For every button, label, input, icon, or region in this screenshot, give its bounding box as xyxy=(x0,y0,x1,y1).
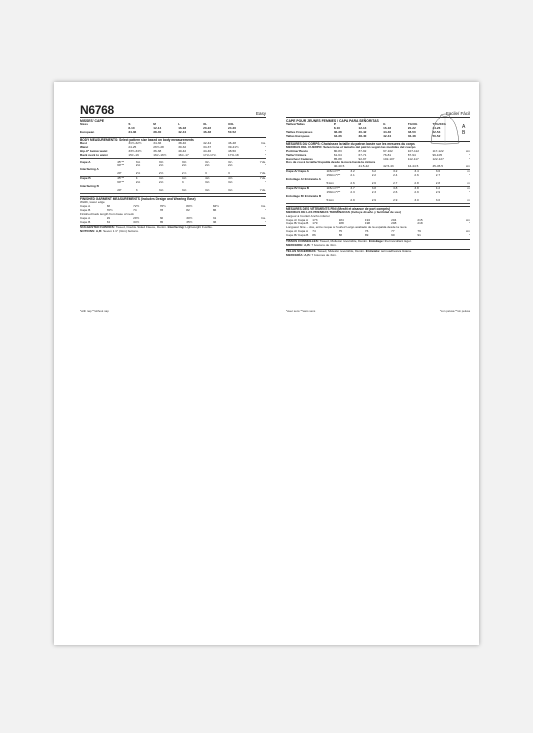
table-row: Cape A 68 72½ 76½ 80½ 84½ Ins. xyxy=(80,204,266,208)
english-column xyxy=(80,103,266,313)
body-measurements-heading-es: MEDIDAS DEL CUERPO: Seleccione el tamaño del patrón según las medidas del cuerpo xyxy=(286,145,416,149)
table-row: 60"** 2⅛ 2⅛ 2⅛ 2⅛ 2⅛ " xyxy=(117,164,266,168)
finished-measurements-heading: FINISHED GARMENT MEASUREMENTS (Includes Design and Wearing Ease) xyxy=(80,196,266,201)
table-row: Entoilage A/ Entretela A xyxy=(286,178,321,182)
table-row: 150cm*/** 2.3 2.3 2.6 2.9 2.9 " xyxy=(326,190,470,194)
table-row: Interfacing B xyxy=(80,184,99,188)
table-row: Cape B 34 34½ 35 35½ 36 " xyxy=(80,220,266,224)
size-values-row: 8-10 12-14 16-18 20-22 24-26 xyxy=(333,126,441,130)
footnote-nap-es: *con pelusa **sin pelusa xyxy=(439,309,470,313)
tissus-conseilles: TISSUS CONSEILLÉS: Tweed, Molleton réversible, Denim. Entoilage: thermocollant léger. MERCERIE: A,B: 7 boutons de 3cm. xyxy=(286,239,470,248)
title-row xyxy=(80,104,266,118)
footnote-nap: *with nap **without nap xyxy=(80,309,109,313)
table-row: Cape B/ Capa B 115cm*/** 3.7 3.8 3.8 3.8 4.2 m xyxy=(286,186,470,190)
cape-outline-icon xyxy=(430,112,460,146)
table-row: Bust 31½-32½ 34-36 38-40 42-44 46-48 Ins. xyxy=(80,141,266,145)
table-row: Cape A/ Capa A 115cm*/** 3.2 3.2 3.2 3.4 3.6 m xyxy=(286,170,470,174)
table-row: Hanches/ Caderas 85-88 92-97 102-107 112-117 122-127 " xyxy=(286,157,470,161)
body-measurements-heading: BODY MEASUREMENTS: Select pattern size based on body measurements xyxy=(80,137,266,142)
view-label-b: B xyxy=(462,130,466,136)
table-row: Cape A 45"** 3⅛ 3⅜ 3⅜ 3¼ 3¼ Yds. xyxy=(80,160,266,164)
table-row: Waist 24-25 26½-28 30-32 34-37 39-41½ " xyxy=(80,145,266,149)
body-measurements-heading-fr: MESURES DU CORPS: Choisissez la taille du patron basée sur les mesures du corps xyxy=(286,141,470,146)
table-row: Cape B 70½ 74 78 82 86 " xyxy=(80,208,266,212)
table-row: 150cm*/** 2.1 2.2 2.4 2.6 2.7 " xyxy=(326,174,470,178)
table-row: Cape A/ Capa A 173 184 194 204 215 cm xyxy=(286,218,470,222)
size-header-row: Sizes S M L XL XXL xyxy=(80,123,235,126)
difficulty-level-fr: Facile/ Fácil xyxy=(445,111,470,116)
european-size-row: European 34-36 38-40 42-44 46-48 50-52 xyxy=(80,130,236,134)
table-row: 20" 2⅝ 2⅝ 2⅞ 3 3 Yds. xyxy=(80,172,266,176)
table-row: Entoilage B/ Entretela B xyxy=(286,194,322,198)
table-row: Largeur à l'ourlet/ Ancho inferior xyxy=(286,214,330,218)
french-size-row: Tailles Françaises 36-38 40-42 44-46 48-50 52-54 xyxy=(286,130,441,134)
finished-measurements-table xyxy=(80,201,266,224)
telas-sugeridas: TELAS SUGERIDAS: Tweed, Muletón reversible, Denim. Entretela: termoadhesiva liviana. MERCERÍA: A,B: 7 botones de 3cm. xyxy=(286,249,470,258)
finished-measurements-heading-es: MEDIDAS DE LAS PRENDAS TERMINADAS (Incluye diseño y facilidad de uso) xyxy=(286,210,402,214)
difficulty-level: Easy xyxy=(255,111,266,116)
table-row: Longueur finie – dos, entre nuque à l'ourlet/ Largo acabado de la espalda desde la nuca xyxy=(286,226,407,230)
fabric-yardage-table xyxy=(80,161,266,194)
body-measurements-table-fr xyxy=(286,150,470,171)
view-label-a: A xyxy=(462,124,466,130)
finished-measurements-table-fr xyxy=(286,215,470,238)
table-row: Back neck to waist 15¾-16 16¼-16½ 16¾-17 17⅛-17¼ 17⅜-18 " xyxy=(80,153,266,157)
body-measurements-table xyxy=(80,142,266,159)
table-row: Poitrine/ Busto 80-83 87-92 97-102 107-112 117-122 cm xyxy=(286,149,470,153)
garment-subtitle: MISSES' CAPE xyxy=(80,119,104,123)
size-values-row: 8-10 12-14 16-18 20-22 24-26 xyxy=(128,126,236,130)
table-row: 20" 3 3⅛ 3⅛ 3⅛ 3⅛ Yds. xyxy=(80,189,266,193)
size-table xyxy=(80,123,266,135)
table-row: Cape A/ Capa A 74 75 76 77 79 cm xyxy=(286,230,470,234)
table-row: Cape B/ Capa B 86 88 89 90 91 " xyxy=(286,234,470,238)
table-row: Hip-9" below waist 33½-34½ 36-38 40-42 44-46 48-50 " xyxy=(80,149,266,153)
spanish-size-row: Tallas Europeas 34-36 38-40 42-44 46-48 50-52 xyxy=(286,134,441,138)
cape-back-sketch xyxy=(430,112,468,146)
footnote-nap-fr: *avec sens **sans sens xyxy=(286,309,316,313)
garment-subtitle-fr: CAPE POUR JEUNES FEMMES / CAPA PARA SEÑORITAS xyxy=(286,119,379,123)
pattern-envelope-back xyxy=(54,82,479,645)
table-row: Width, lower edge xyxy=(80,201,105,204)
table-row: 51cm 2.9 2.9 2.9 3.0 3.0 m xyxy=(286,199,470,203)
table-row: Taille/ Cintura 61-64 67-71 76-81 87-94 99-105 " xyxy=(286,153,470,157)
table-row: 40-40.5 41.5-42 42.5-43 44-44.5 45-45.5 cm xyxy=(286,165,470,169)
table-row: Cape B 45"** 4 4⅛ 4⅛ 4⅛ 4⅝ Yds. xyxy=(80,176,266,181)
table-row: Cape B/ Capa B 179 188 198 208 218 " xyxy=(286,222,470,226)
pattern-number: N6768 xyxy=(80,103,114,117)
table-row: 60"** 2⅛ 2⅛ 3 3⅛ 3⅛ " xyxy=(117,181,266,185)
table-row: Finished back length from base of neck xyxy=(80,212,134,216)
fabric-metrage-table xyxy=(286,170,470,203)
table-row: 51cm 2.6 2.6 2.7 2.8 2.8 m xyxy=(286,182,470,186)
table-row: Dos de cou à la taille/ Espalda desde la nuca hasta la cintura xyxy=(286,161,376,165)
table-row: Cape A 29 29½ 30 30½ 31 Ins. xyxy=(80,216,266,220)
finished-measurements-heading-fr: MESURES DES VÊTEMENTS FINI (Mesfit et aisance de port compris) xyxy=(286,206,470,211)
table-row: Interfacing A xyxy=(80,168,99,172)
size-header-row: Tailles/Tallas P M G TG/XG TTG/XXG xyxy=(286,123,447,126)
suggested-fabrics: SUGGESTED FABRICS: Tweed, Double Sided Fleece, Denim. Interfacing: Lightweight Fusible. NOTIONS: A,B: Seven 1⅞" (3cm) buttons. xyxy=(80,225,266,234)
